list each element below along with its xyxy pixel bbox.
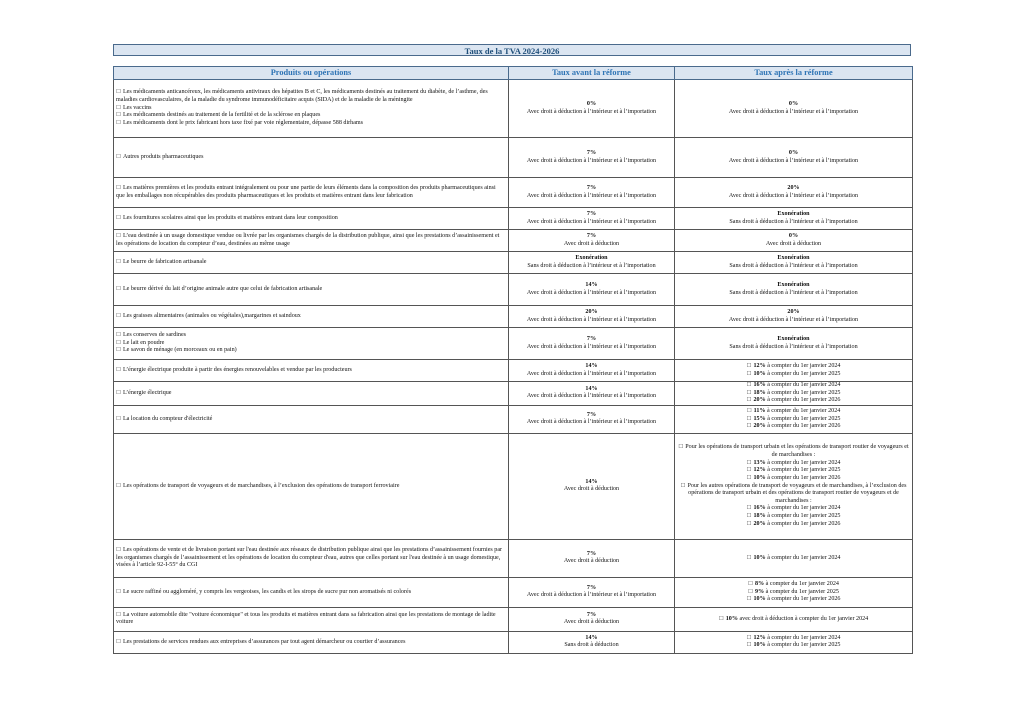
checkbox-icon: ☐: [678, 444, 684, 451]
rate-after-cell: [675, 539, 913, 577]
rate-value: 18%: [753, 512, 766, 519]
table-row: [114, 230, 913, 252]
rate-value: 12%: [753, 362, 766, 369]
rate-condition: Sans droit à déduction: [564, 642, 619, 649]
rate-before-cell: [509, 274, 675, 306]
rate-condition: Avec droit à déduction à l’intérieur et à l’importation: [526, 218, 657, 225]
rate-value: 7%: [586, 149, 597, 156]
checkbox-icon: ☐: [746, 505, 752, 512]
product-label: Les médicaments destinés au traitement de la fertilité et de la sclérose en plaques: [122, 112, 321, 119]
rate-condition: Avec droit à déduction à l’intérieur et à l’importation: [526, 419, 657, 426]
rate-condition: Sans droit à déduction à l’intérieur et à l’importation: [527, 262, 656, 269]
rate-effective-date: à compter du 1er janvier 2024: [767, 505, 841, 512]
rate-value: 20%: [585, 308, 598, 315]
rate-condition: Avec droit à déduction à l’intérieur et à l’importation: [728, 192, 859, 199]
rate-value: 0%: [586, 100, 597, 107]
rate-after-cell: [675, 306, 913, 328]
rate-condition: Sans droit à déduction à l’intérieur et à l’importation: [729, 289, 858, 296]
rate-value: 14%: [585, 362, 598, 369]
checkbox-icon: ☐: [748, 580, 753, 587]
product-cell: [114, 539, 509, 577]
rate-schedule-item: [677, 423, 910, 431]
rate-value: 18%: [753, 389, 766, 396]
product-item: [116, 416, 506, 424]
rate-value: Exonération: [575, 254, 608, 261]
table-row: [114, 539, 913, 577]
table-row: [114, 274, 913, 306]
checkbox-icon: ☐: [116, 339, 121, 346]
rate-value: 13%: [753, 459, 766, 466]
rate-value: 0%: [788, 100, 799, 107]
rate-condition: Avec droit à déduction à l’intérieur et à l’importation: [526, 192, 657, 199]
checkbox-icon: ☐: [746, 397, 752, 404]
rate-value: 7%: [586, 550, 597, 557]
rate-effective-date: à compter du 1er janvier 2026: [767, 397, 841, 404]
rate-condition: Avec droit à déduction à l’intérieur et à l’importation: [728, 316, 859, 323]
rate-schedule-item: [677, 616, 910, 624]
product-label: Le savon de ménage (en morceaux ou en pain): [122, 347, 237, 354]
product-label: Les prestations de services rendues aux entreprises d’assurances par tout agent démarcheur ou courtier d’assurances: [122, 638, 406, 645]
product-cell: [114, 433, 509, 539]
product-cell: [114, 230, 509, 252]
rate-schedule-item: [677, 513, 910, 521]
rate-value: Exonération: [777, 281, 810, 288]
rate-value: 9%: [754, 588, 765, 595]
checkbox-icon: ☐: [746, 382, 752, 388]
product-cell: [114, 607, 509, 631]
table-row: [114, 178, 913, 208]
rate-condition: Avec droit à déduction à l’intérieur et à l’importation: [526, 108, 657, 115]
rate-value: 12%: [753, 634, 766, 641]
checkbox-icon: ☐: [116, 611, 121, 618]
checkbox-icon: ☐: [116, 232, 121, 239]
column-header-rate-after: Taux après la réforme: [675, 67, 913, 80]
rate-schedule-item: [677, 596, 910, 604]
rate-group-label: Pour les autres opérations de transport de voyageurs et de marchandises, à l’exclusion des opérations de transport urbain et des opérations de transport routier de voyageurs et de marchandises :: [687, 482, 907, 504]
rate-value: 0%: [788, 149, 799, 156]
checkbox-icon: ☐: [116, 312, 121, 319]
table-row: [114, 208, 913, 230]
rate-condition: Sans droit à déduction à l’intérieur et à l’importation: [729, 343, 858, 350]
rate-value: 15%: [753, 415, 766, 422]
rate-effective-date: à compter du 1er janvier 2025: [767, 512, 841, 519]
table-row: [114, 328, 913, 360]
rate-condition: Avec droit à déduction à l’intérieur et à l’importation: [526, 370, 657, 377]
rate-effective-date: à compter du 1er janvier 2026: [767, 423, 841, 430]
rate-after-cell: [675, 577, 913, 607]
rate-condition: Avec droit à déduction à l’intérieur et à l’importation: [526, 592, 657, 599]
checkbox-icon: ☐: [116, 258, 121, 265]
checkbox-icon: ☐: [116, 119, 121, 126]
rate-effective-date: à compter du 1er janvier 2024: [765, 580, 839, 587]
checkbox-icon: ☐: [746, 467, 752, 474]
rate-value: 10%: [753, 370, 766, 377]
rate-value: 7%: [586, 611, 597, 618]
product-item: [116, 89, 506, 104]
table-row: [114, 252, 913, 274]
rate-before-cell: [509, 382, 675, 406]
product-item: [116, 390, 506, 398]
rate-value: 10%: [753, 474, 766, 481]
table-row: [114, 360, 913, 382]
product-item: [116, 347, 506, 355]
column-header-rate-before: Taux avant la réforme: [509, 67, 675, 80]
product-item: [116, 259, 506, 267]
rate-value: 10%: [753, 596, 766, 603]
rate-after-cell: [675, 405, 913, 433]
rate-schedule-item: [677, 589, 910, 597]
checkbox-icon: ☐: [116, 389, 121, 396]
rate-before-cell: [509, 433, 675, 539]
checkbox-icon: ☐: [746, 596, 752, 603]
rate-condition: Avec droit à déduction: [563, 486, 620, 493]
rate-value: 7%: [586, 584, 597, 591]
rate-value: 20%: [753, 520, 766, 527]
rate-before-cell: [509, 539, 675, 577]
checkbox-icon: ☐: [116, 415, 121, 422]
checkbox-icon: ☐: [116, 153, 121, 160]
checkbox-icon: ☐: [116, 112, 121, 119]
product-item: [116, 589, 506, 597]
rate-group-intro: [677, 483, 910, 506]
product-label: Les médicaments anticancéreux, les médicaments antiviraux des hépatites B et C, les médicaments destinés au traitement du diabète, de l’asthme, des maladies cardiovasculaires, de la maladie du syndrome immunodéficitaire acquis (SIDA) et de la maladie de la méningite: [116, 89, 488, 104]
rate-before-cell: [509, 306, 675, 328]
rate-effective-date: à compter du 1er janvier 2025: [767, 415, 841, 422]
rate-before-cell: [509, 178, 675, 208]
checkbox-icon: ☐: [746, 554, 752, 561]
rate-after-cell: [675, 607, 913, 631]
product-label: Les fournitures scolaires ainsi que les produits et matières entrant dans leur composition: [122, 214, 338, 221]
checkbox-icon: ☐: [746, 389, 752, 396]
rate-after-cell: [675, 230, 913, 252]
product-item: [116, 112, 506, 120]
product-cell: [114, 178, 509, 208]
product-cell: [114, 577, 509, 607]
product-label: La voiture automobile dite "voiture économique" et tous les produits et matières entrant dans sa fabrication ainsi que les prestations de montage de ladite voiture: [116, 611, 496, 626]
rate-value: 7%: [586, 210, 597, 217]
checkbox-icon: ☐: [116, 89, 121, 96]
rate-schedule-item: [677, 642, 910, 650]
product-item: [116, 639, 506, 647]
rate-value: 10%: [753, 554, 766, 561]
rate-value: 20%: [787, 184, 800, 191]
product-item: [116, 612, 506, 627]
rate-value: 10%: [753, 642, 766, 649]
rate-after-cell: [675, 328, 913, 360]
rate-value: 8%: [754, 580, 765, 587]
checkbox-icon: ☐: [746, 362, 752, 369]
table-row: [114, 405, 913, 433]
rate-value: 14%: [585, 634, 598, 641]
table-header-row: [114, 67, 913, 80]
rate-effective-date: à compter du 1er janvier 2026: [767, 474, 841, 481]
product-label: Les vaccins: [122, 104, 152, 111]
checkbox-icon: ☐: [116, 184, 121, 191]
rate-value: 12%: [753, 467, 766, 474]
product-item: [116, 313, 506, 321]
table-row: [114, 382, 913, 406]
rate-after-cell: [675, 360, 913, 382]
product-item: [116, 547, 506, 570]
rate-effective-date: à compter du 1er janvier 2024: [767, 634, 841, 641]
product-label: Les graisses alimentaires (animales ou végétales),margarines et saindoux: [122, 312, 301, 319]
product-label: L’énergie électrique produite à partir des énergies renouvelables et vendue par les producteurs: [122, 366, 352, 373]
rate-condition: Avec droit à déduction: [563, 240, 620, 247]
checkbox-icon: ☐: [746, 407, 752, 414]
checkbox-icon: ☐: [746, 415, 752, 422]
rate-effective-date: à compter du 1er janvier 2025: [765, 588, 839, 595]
rate-schedule-item: [677, 467, 910, 475]
rate-effective-date: à compter du 1er janvier 2024: [767, 554, 841, 561]
rate-before-cell: [509, 80, 675, 138]
checkbox-icon: ☐: [746, 474, 752, 481]
page-title: Taux de la TVA 2024-2026: [113, 44, 911, 56]
product-item: [116, 185, 506, 200]
rate-value: 0%: [788, 232, 799, 239]
checkbox-icon: ☐: [116, 104, 121, 111]
table-row: [114, 577, 913, 607]
product-label: La location du compteur d'électricité: [122, 415, 213, 422]
rate-effective-date: à compter du 1er janvier 2024: [767, 362, 841, 369]
checkbox-icon: ☐: [746, 634, 752, 641]
rate-condition: Avec droit à déduction à l’intérieur et à l’importation: [526, 316, 657, 323]
product-item: [116, 332, 506, 340]
rate-value: 20%: [753, 423, 766, 430]
product-cell: [114, 306, 509, 328]
rate-value: 20%: [753, 397, 766, 404]
checkbox-icon: ☐: [680, 482, 686, 489]
rate-value: 7%: [586, 335, 597, 342]
product-label: Les médicaments dont le prix fabricant hors taxe fixé par voie réglementaire, dépasse 588 dirhams: [122, 119, 364, 126]
rate-schedule-item: [677, 408, 910, 416]
rate-effective-date: à compter du 1er janvier 2025: [767, 467, 841, 474]
checkbox-icon: ☐: [116, 285, 121, 292]
rate-schedule-item: [677, 521, 910, 529]
table-row: [114, 306, 913, 328]
product-cell: [114, 274, 509, 306]
rate-condition: Avec droit à déduction: [563, 558, 620, 565]
rate-group-intro: [677, 444, 910, 459]
checkbox-icon: ☐: [116, 588, 121, 595]
product-cell: [114, 360, 509, 382]
rate-schedule-item: [677, 505, 910, 513]
rate-effective-date: à compter du 1er janvier 2025: [767, 642, 841, 649]
checkbox-icon: ☐: [746, 459, 752, 466]
rate-after-cell: [675, 178, 913, 208]
rate-condition: Avec droit à déduction à l’intérieur et à l’importation: [526, 393, 657, 400]
rate-schedule-item: [677, 363, 910, 371]
rate-value: 14%: [585, 385, 598, 392]
table-row: [114, 138, 913, 178]
rate-after-cell: [675, 631, 913, 653]
rate-value: 11%: [753, 407, 766, 414]
rate-value: 10%: [725, 615, 738, 622]
checkbox-icon: ☐: [116, 366, 121, 373]
product-label: Autres produits pharmaceutiques: [122, 153, 204, 160]
rate-effective-date: à compter du 1er janvier 2024: [767, 407, 841, 414]
product-item: [116, 215, 506, 223]
rate-after-cell: [675, 208, 913, 230]
product-label: Les opérations de vente et de livraison portant sur l'eau destinée aux réseaux de distribution publique ainsi que les prestations d’assainissement fournies par les organismes chargés de l’assainissement et les opérations de location du compteur d'eau, autres que celles portant sur l'eau destinée à un usage domestique, visées à l’article 92-I-55° du CGI: [116, 546, 503, 569]
product-item: [116, 154, 506, 162]
rate-after-cell: [675, 433, 913, 539]
rate-condition: Avec droit à déduction à l’intérieur et à l’importation: [728, 157, 859, 164]
rate-effective-date: à compter du 1er janvier 2024: [767, 459, 841, 466]
rate-before-cell: [509, 230, 675, 252]
rate-before-cell: [509, 631, 675, 653]
product-label: Le beurre de fabrication artisanale: [122, 258, 207, 265]
product-label: Le sucre raffiné ou aggloméré, y compris les vergeoises, les candis et les sirops de sucre pur non aromatisés ni colorés: [122, 588, 412, 595]
checkbox-icon: ☐: [746, 512, 752, 519]
rate-value: 14%: [585, 478, 598, 485]
rate-before-cell: [509, 252, 675, 274]
rate-condition: Sans droit à déduction à l’intérieur et à l’importation: [729, 218, 858, 225]
rate-schedule-item: [677, 371, 910, 379]
rate-before-cell: [509, 138, 675, 178]
rate-before-cell: [509, 208, 675, 230]
rate-condition: Avec droit à déduction à l’intérieur et à l’importation: [728, 108, 859, 115]
checkbox-icon: ☐: [746, 642, 752, 649]
product-label: Le lait en poudre: [122, 339, 165, 346]
checkbox-icon: ☐: [746, 423, 752, 430]
rate-schedule-item: [677, 581, 910, 589]
product-cell: [114, 252, 509, 274]
checkbox-icon: ☐: [116, 546, 121, 553]
rate-effective-date: avec droit à déduction à compter du 1er janvier 2024: [739, 615, 869, 622]
rate-after-cell: [675, 382, 913, 406]
product-cell: [114, 382, 509, 406]
product-item: [116, 120, 506, 128]
checkbox-icon: ☐: [116, 638, 121, 645]
rate-effective-date: à compter du 1er janvier 2025: [767, 389, 841, 396]
rate-effective-date: à compter du 1er janvier 2026: [767, 596, 841, 603]
checkbox-icon: ☐: [746, 370, 752, 377]
rate-condition: Avec droit à déduction à l’intérieur et à l’importation: [526, 343, 657, 350]
product-cell: [114, 208, 509, 230]
checkbox-icon: ☐: [116, 482, 121, 489]
rate-value: 20%: [787, 308, 800, 315]
product-label: Les matières premières et les produits entrant intégralement ou pour une partie de leurs éléments dans la composition des produits pharmaceutiques ainsi que les emballages non récupérables des produits pharmaceutiques et les produits et matières entrant dans leur fabrication: [116, 184, 496, 199]
rate-condition: Avec droit à déduction à l’intérieur et à l’importation: [526, 157, 657, 164]
product-label: L’énergie électrique: [122, 389, 172, 396]
rate-condition: Sans droit à déduction à l’intérieur et à l’importation: [729, 262, 858, 269]
product-item: [116, 286, 506, 294]
rate-group-label: Pour les opérations de transport urbain et les opérations de transport routier de voyageurs et de marchandises :: [685, 444, 909, 459]
rate-value: 14%: [585, 281, 598, 288]
vat-rates-table: [113, 66, 913, 654]
checkbox-icon: ☐: [718, 615, 724, 622]
product-cell: [114, 138, 509, 178]
checkbox-icon: ☐: [116, 214, 121, 221]
product-item: [116, 367, 506, 375]
checkbox-icon: ☐: [746, 520, 752, 527]
rate-before-cell: [509, 405, 675, 433]
product-cell: [114, 80, 509, 138]
rate-schedule-item: [677, 555, 910, 563]
product-label: Le beurre dérivé du lait d’origine animale autre que celui de fabrication artisanale: [122, 285, 323, 292]
rate-effective-date: à compter du 1er janvier 2024: [767, 382, 841, 388]
rate-after-cell: [675, 252, 913, 274]
rate-value: 7%: [586, 184, 597, 191]
rate-condition: Avec droit à déduction: [765, 240, 822, 247]
checkbox-icon: ☐: [748, 588, 753, 595]
rate-after-cell: [675, 80, 913, 138]
rate-effective-date: à compter du 1er janvier 2026: [767, 520, 841, 527]
table-row: [114, 631, 913, 653]
rate-schedule-item: [677, 416, 910, 424]
product-label: L’eau destinée à un usage domestique vendue ou livrée par les organismes chargés de la distribution publique, ainsi que les prestations d’assainissement et les opérations de location du compteur d’eau, destinées au même usage: [116, 232, 500, 247]
rate-value: Exonération: [777, 335, 810, 342]
rate-before-cell: [509, 607, 675, 631]
product-label: Les opérations de transport de voyageurs et de marchandises, à l’exclusion des opérations de transport ferroviaire: [122, 482, 400, 489]
rate-schedule-item: [677, 475, 910, 483]
product-label: Les conserves de sardines: [122, 332, 187, 339]
table-row: [114, 80, 913, 138]
column-header-products: Produits ou opérations: [114, 67, 509, 80]
table-row: [114, 433, 913, 539]
rate-schedule-item: [677, 397, 910, 405]
rate-after-cell: [675, 138, 913, 178]
product-cell: [114, 631, 509, 653]
rate-value: 7%: [586, 411, 597, 418]
product-item: [116, 233, 506, 248]
checkbox-icon: ☐: [116, 332, 121, 339]
rate-after-cell: [675, 274, 913, 306]
product-cell: [114, 328, 509, 360]
rate-effective-date: à compter du 1er janvier 2025: [767, 370, 841, 377]
product-item: [116, 483, 506, 491]
rate-condition: Avec droit à déduction à l’intérieur et à l’importation: [526, 289, 657, 296]
rate-before-cell: [509, 328, 675, 360]
rate-value: Exonération: [777, 210, 810, 217]
product-cell: [114, 405, 509, 433]
rate-schedule-item: [677, 382, 910, 390]
checkbox-icon: ☐: [116, 347, 121, 354]
rate-value: 7%: [586, 232, 597, 239]
rate-value: 16%: [753, 382, 766, 388]
rate-condition: Avec droit à déduction: [563, 619, 620, 626]
rate-before-cell: [509, 577, 675, 607]
table-row: [114, 607, 913, 631]
rate-value: 16%: [753, 505, 766, 512]
rate-value: Exonération: [777, 254, 810, 261]
rate-before-cell: [509, 360, 675, 382]
